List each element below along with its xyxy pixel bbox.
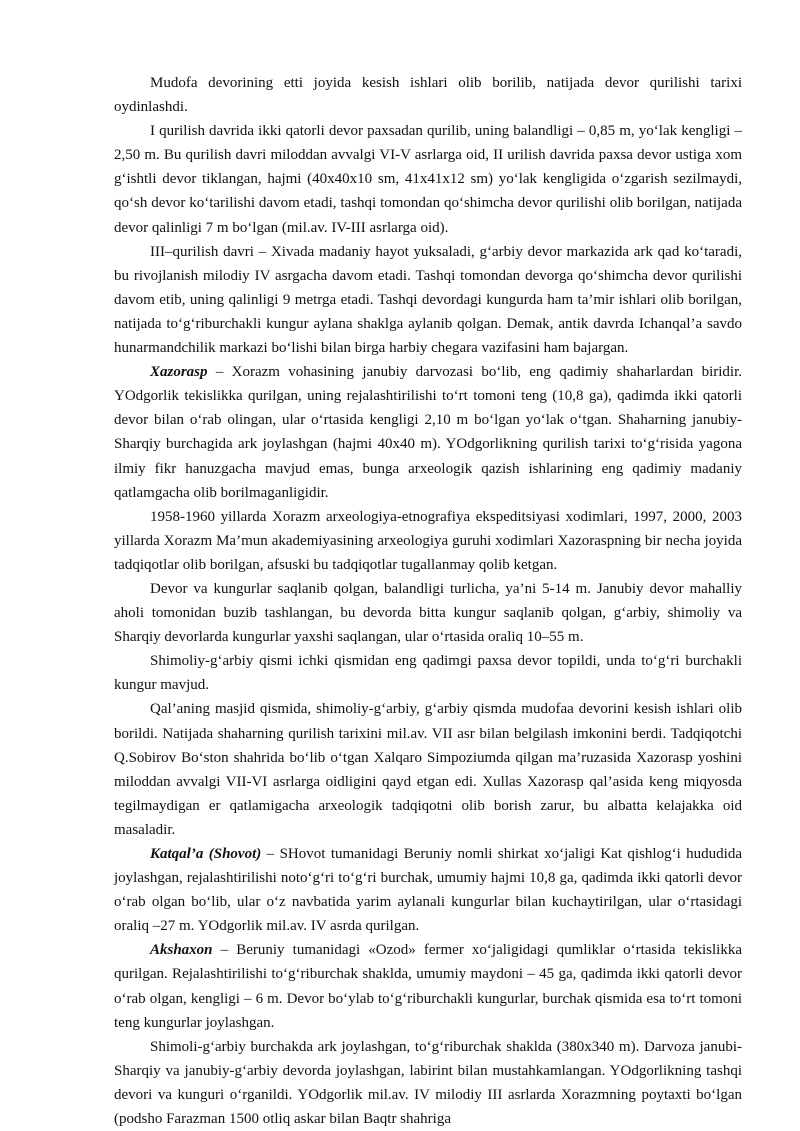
- paragraph-text: – Xorazm vohasining janubiy darvozasi bo‘lib, eng qadimiy shaharlardan biridir. YOdgorlik tekislikka qurilgan, uning rejalashtirilishi to‘rt tomoni teng (10,8 ga), qadimda ikki qatorli devor bilan o‘rab olingan, ular o‘rtasida kengligi 2,10 m bo‘lgan yo‘lak o‘tgan. Shaharning janubiy-Sharqiy burchagida ark joylashgan (hajmi 40x40 m). YOdgorlikning qurilish tarixi to‘g‘risida yagona ilmiy fikr hanuzgacha mavjud emas, bunga arxeologik qazish ishlarining eng qadimiy madaniy qatlamgacha olib borilmaganligidir.: [114, 364, 742, 501]
- paragraph-9: [114, 842, 742, 938]
- paragraph-7: [114, 649, 742, 697]
- paragraph-10: [114, 938, 742, 1034]
- paragraph-3: [114, 240, 742, 360]
- paragraph-text: Qal’aning masjid qismida, shimoliy-g‘arbiy, g‘arbiy qismda mudofaa devorini kesish ishlari olib borildi. Natijada shaharning qurilish tarixini mil.av. VII asr bilan belgilash imkonini berdi. Tadqiqotchi Q.Sobirov Bo‘ston shahrida bo‘lib o‘tgan Xalqaro Simpoziumda qilgan ma’ruzasida Xazorasp yoshini miloddan avvalgi VII-VI asrlarga oidligini qayd etgan edi. Xullas Xazorasp qal’asida keng miqyosda tegilmaydigan er qatlamigacha arxeologik tadqiqotni olib borish zarur, bu albatta kelajakka oid masaladir.: [114, 701, 742, 838]
- paragraph-lead: Xazorasp: [150, 364, 208, 381]
- paragraph-text: – Beruniy tumanidagi «Ozod» fermer xo‘jaligidagi qumliklar o‘rtasida tekislikka qurilgan. Rejalashtirilishi to‘g‘riburchak shaklda, umumiy maydoni – 45 ga, qadimda ikki qatorli devor o‘rab olgan, kengligi – 6 m. Devor bo‘ylab to‘g‘riburchakli kungurlar, burchak qismida esa to‘rt tomoni teng kungurlar joylashgan.: [114, 942, 742, 1031]
- paragraph-6: [114, 577, 742, 649]
- paragraph-text: Mudofa devorining etti joyida kesish ishlari olib borilib, natijada devor qurilishi tarixi oydinlashdi.: [114, 75, 742, 116]
- paragraph-lead: Katqal’a (Shovot): [150, 846, 262, 862]
- paragraph-lead: Akshaxon: [150, 942, 213, 959]
- paragraph-text: Devor va kungurlar saqlanib qolgan, balandligi turlicha, ya’ni 5-14 m. Janubiy devor mahalliy aholi tomonidan buzib tashlangan, bu devorda bitta kungur saqlanib qolgan, g‘arbiy, shimoliy va Sharqiy devorlarda kungurlar yaxshi saqlangan, ular o‘rtasida oraliq 10–55 m.: [114, 580, 742, 646]
- paragraph-text: Shimoli-g‘arbiy burchakda ark joylashgan, to‘g‘riburchak shaklda (380x340 m). Darvoza janubi-Sharqiy va janubiy-g‘arbiy devorda joylashgan, labirint bilan mustahkamlangan. YOdgorlikning tashqi devori va kunguri o‘rganildi. YOdgorlik mil.av. IV milodiy III asrlarda Xorazmning poytaxti bo‘lgan (podsho Farazman 1500 otliq askar bilan Baqtr shahriga: [114, 1038, 742, 1128]
- paragraph-text: I qurilish davrida ikki qatorli devor paxsadan qurilib, uning balandligi – 0,85 m, yo‘lak kengligi – 2,50 m. Bu qurilish davri miloddan avvalgi VI-V asrlarga oid, II urilish davrida paxsa devor ustiga xom g‘ishtli devor tiklangan, hajmi (40x40x10 sm, 41x41x12 sm) yo‘lak kengligida o‘zgarish sezilmaydi, qo‘sh devor ko‘tarilishi davom etadi, tashqi tomondan qo‘shimcha devor qurilishi olib borilgan, natijada devor qalinligi 7 m bo‘lgan (mil.av. IV-III asrlarga oid).: [114, 123, 742, 236]
- paragraph-4: [114, 360, 742, 505]
- paragraph-11: [114, 1035, 742, 1131]
- paragraph-5: [114, 505, 742, 577]
- paragraph-text: III–qurilish davri – Xivada madaniy hayot yuksaladi, g‘arbiy devor markazida ark qad ko‘taradi, bu rivojlanish milodiy IV asrgacha davom etadi. Tashqi tomondan devorga qo‘shimcha devor qurilishi davom etib, uning qalinligi 9 metrga etadi. Tashqi devordagi kungurda ham ta’mir ishlari olib borilgan, natijada to‘g‘riburchakli kungur aylana shaklga aylanib qolgan. Demak, antik davrda Ichanqal’a savdo hunarmandchilik markazi bo‘lishi bilan birga harbiy chegara vazifasini ham bajargan.: [114, 243, 742, 357]
- paragraph-text: Shimoliy-g‘arbiy qismi ichki qismidan eng qadimgi paxsa devor topildi, unda to‘g‘ri burchakli kungur mavjud.: [114, 653, 742, 694]
- paragraph-text: – SHovot tumanidagi Beruniy nomli shirkat xo‘jaligi Kat qishlog‘i hududida joylashgan, rejalashtirilishi noto‘g‘ri to‘g‘ri burchak, umumiy hajmi 10,8 ga, qadimda ikki qatorli devor o‘rab olgan bo‘lib, ular o‘z navbatida yarim aylanali kungurlar bilan kuchaytirilgan, ular o‘rtasidagi oraliq –27 m. YOdgorlik mil.av. IV asrda qurilgan.: [114, 846, 742, 935]
- paragraph-text: 1958-1960 yillarda Xorazm arxeologiya-etnografiya ekspeditsiyasi xodimlari, 1997, 2000, 2003 yillarda Xorazm Ma’mun akademiyasining arxeologiya guruhi xodimlari Xazoraspning bir necha joyida tadqiqotlar olib borilgan, afsuski bu tadqiqotlar tugallanmay qolib ketgan.: [114, 508, 742, 573]
- paragraph-2: [114, 119, 742, 239]
- paragraph-1: [114, 71, 742, 119]
- paragraph-8: [114, 697, 742, 842]
